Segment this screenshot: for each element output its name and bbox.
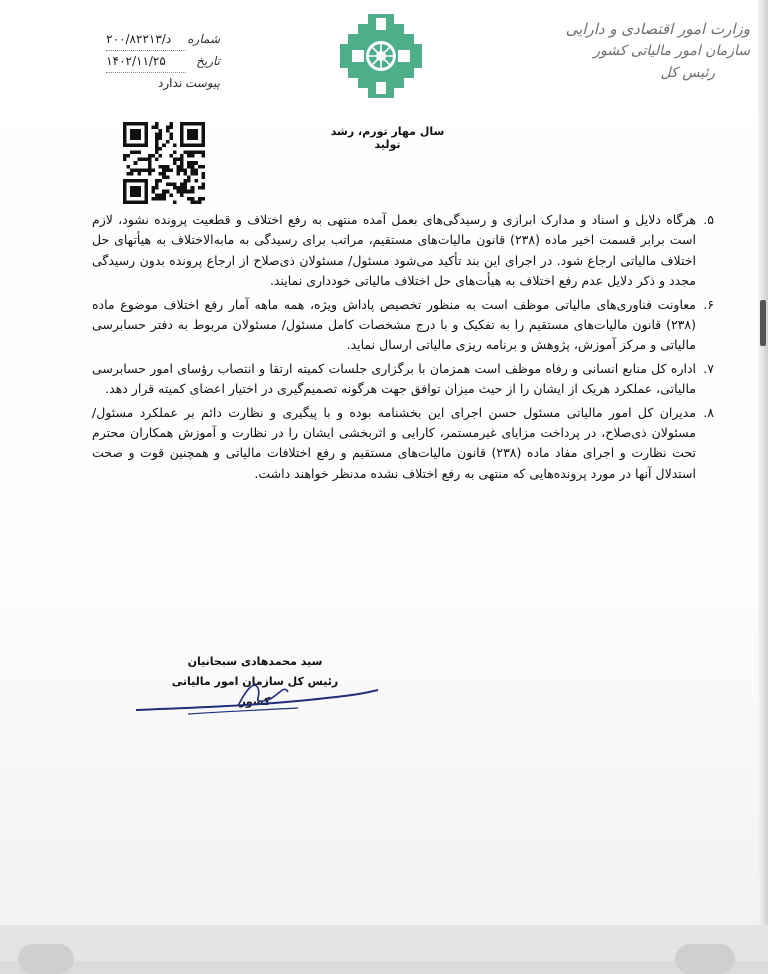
list-item — [92, 359, 714, 400]
date-row — [100, 50, 220, 72]
letter-meta — [100, 28, 220, 94]
year-slogan: سال مهار تورم، رشد تولید — [330, 125, 445, 151]
list-item — [92, 210, 714, 292]
letter-body — [92, 210, 714, 487]
item-number: ۸. — [703, 404, 714, 420]
ministry-line-3: رئیس کل — [660, 65, 715, 81]
ministry-line-1: وزارت امور اقتصادی و دارایی — [565, 20, 750, 38]
attachment-value: ندارد — [158, 76, 183, 90]
number-row — [100, 28, 220, 50]
bottom-bar — [0, 925, 768, 961]
item-number: ۶. — [703, 296, 714, 312]
attachment-row — [100, 72, 220, 94]
bottom-right-button[interactable] — [675, 944, 735, 974]
attachment-label: پیوست — [185, 76, 220, 90]
item-number: ۵. — [703, 212, 714, 227]
item-text: مدیران کل امور مالیاتی مسئول حسن اجرای این بخشنامه بوده و با پیگیری و نظارت دائم بر عملکرد مسئول/ مسئولان ذی‌صلاح، در پرداخت مزایای غیرمستمر، کارایی و اثربخشی ایشان را در نظارت و آموزش همکاران محترم تحت نظارت و اجرای مفاد ماده (۲۳۸) قانون مالیات‌های مستقیم و رفع اختلافات مالیاتی و همچنین قوت و صحت استدلال آنها در مورد پرونده‌هایی که منتهی به رفع اختلاف نشده مدنظر خواهند داشت. — [92, 404, 696, 481]
date-value: ۱۴۰۲/۱۱/۲۵ — [106, 50, 186, 73]
ministry-header — [565, 18, 750, 84]
page-edge-shadow — [758, 0, 768, 925]
qr-code — [118, 122, 210, 204]
list-item — [92, 403, 714, 485]
item-number: ۷. — [703, 360, 714, 376]
number-label: شماره — [187, 32, 220, 46]
tax-organization-logo — [338, 12, 424, 100]
signatory-title: رئیس کل سازمان امور مالیاتی کشور — [171, 675, 339, 708]
binder-clip — [760, 300, 766, 346]
date-label: تاریخ — [196, 54, 220, 68]
item-text: معاونت فناوری‌های مالیاتی موظف است به منظور تخصیص پاداش ویژه، همه ماهه آمار رفع اختلاف موضوع ماده (۲۳۸) قانون مالیات‌های مستقیم را به تفکیک و با درج مشخصات کامل مسئول/ مسئولان مربوط به دفتر حسابرسی مالیاتی و مرکز آموزش، پژوهش و برنامه ریزی مالیاتی ارسال نماید. — [92, 296, 696, 353]
number-value: د/۲۰۰/۸۲۲۱۳ — [106, 28, 186, 51]
handwritten-signature — [128, 670, 388, 720]
signatory-name: سید محمدهادی سبحانیان — [187, 655, 323, 668]
item-text: اداره کل منابع انسانی و رفاه موظف است همزمان با برگزاری جلسات کمیته ارتقا و انتصاب رؤسای امور حسابرسی مالیاتی، عملکرد هریک از ایشان را از حیث میزان توافق جهت هرگونه تصمیم‌گیری در اختیار اعضای کمیته قرار دهد. — [92, 360, 696, 397]
bottom-left-button[interactable] — [18, 944, 74, 974]
list-item — [92, 295, 714, 356]
item-text: هرگاه دلایل و اسناد و مدارک ابرازی و رسیدگی‌های بعمل آمده منتهی به رفع اختلاف و قطعیت پرونده نشود، لازم است برابر قسمت اخیر ماده (۲۳۸) قانون مالیات‌های مستقیم، مراتب برای رسیدگی به مابه‌الاختلاف به هیأتهای حل اختلاف مالیاتی ارجاع شود. در اجرای این بند تأکید می‌شود مسئول/ مسئولان ذی‌صلاح از ارجاع پرونده بدون رسیدگی مجدد و ذکر دلایل عدم رفع اختلاف به هیأت‌های حل اختلاف مالیاتی خودداری نمایند. — [92, 212, 696, 289]
ministry-line-2: سازمان امور مالیاتی کشور — [593, 43, 750, 59]
